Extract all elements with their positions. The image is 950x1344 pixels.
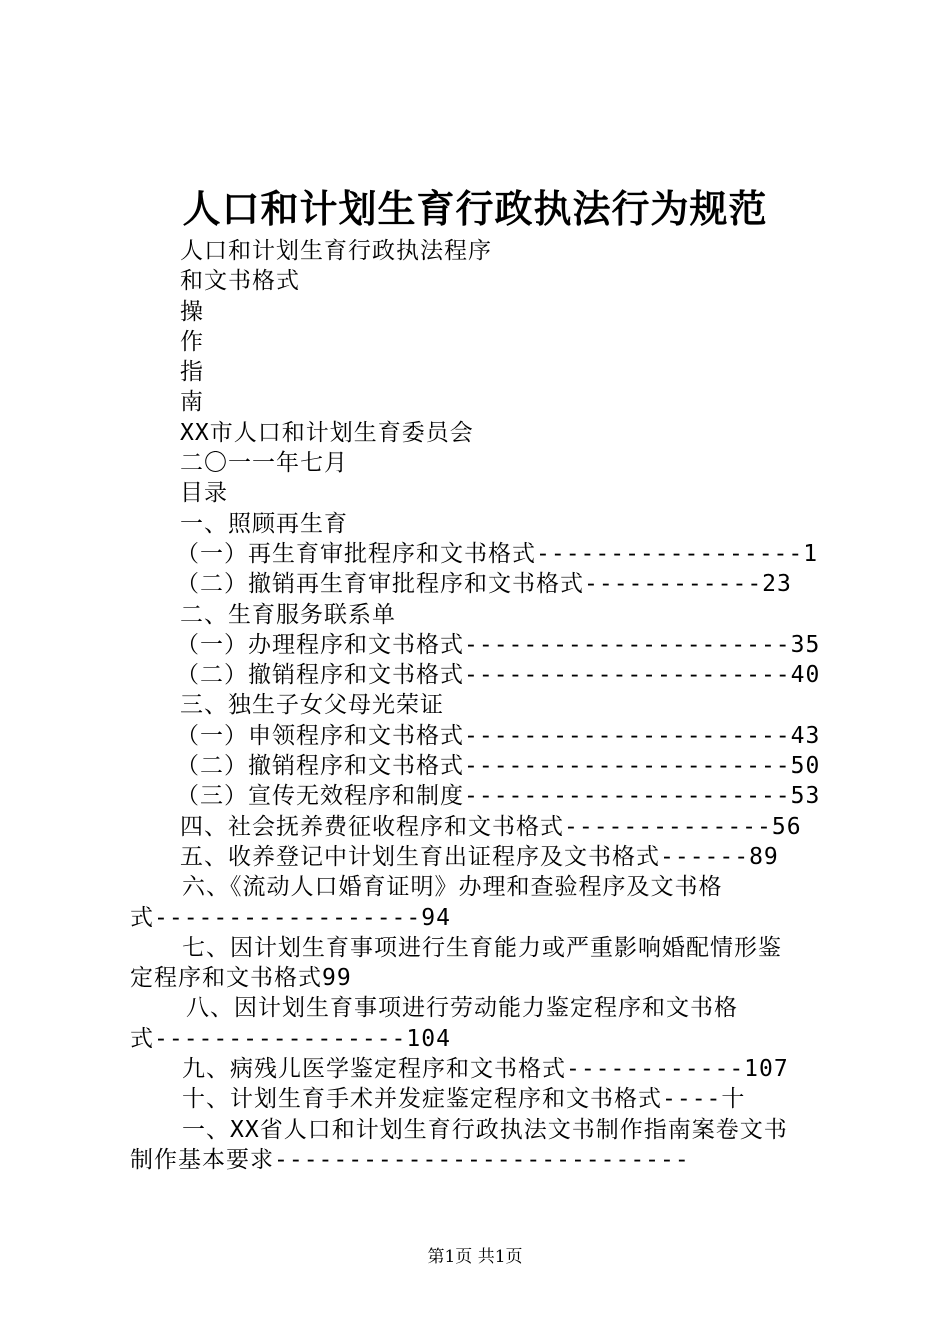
document-title: 人口和计划生育行政执法行为规范 — [182, 186, 768, 231]
cover-line: 人口和计划生育行政执法程序 — [180, 238, 492, 264]
cover-char: 指 — [180, 359, 204, 386]
toc-section: 七、因计划生育事项进行生育能力或严重影响婚配情形鉴 — [182, 934, 782, 961]
toc-section-cont: 式-----------------104 — [130, 1025, 451, 1052]
toc-section: 四、社会抚养费征收程序和文书格式--------------56 — [180, 813, 802, 840]
toc-section: 二、生育服务联系单 — [180, 601, 396, 628]
document-body — [130, 236, 830, 1175]
toc-entry: （二）撤销程序和文书格式----------------------40 — [176, 662, 821, 689]
toc-section: 五、收养登记中计划生育出证程序及文书格式------89 — [180, 843, 779, 870]
page-footer: 第1页 共1页 — [427, 1247, 523, 1267]
toc-entry: （一）办理程序和文书格式----------------------35 — [176, 631, 821, 658]
toc-heading: 目录 — [180, 480, 228, 507]
cover-char: 南 — [180, 389, 204, 416]
toc-entry: （二）撤销程序和文书格式----------------------50 — [176, 753, 821, 780]
toc-section: 十、计划生育手术并发症鉴定程序和文书格式----十 — [182, 1086, 746, 1113]
toc-section: 一、照顾再生育 — [180, 510, 348, 537]
toc-section: 一、XX省人口和计划生育行政执法文书制作指南案卷文书 — [182, 1116, 788, 1143]
cover-date: 二〇一一年七月 — [180, 450, 348, 477]
toc-section: 三、独生子女父母光荣证 — [180, 692, 444, 719]
toc-section: 八、因计划生育事项进行劳动能力鉴定程序和文书格 — [186, 995, 738, 1022]
toc-entry: （二）撤销再生育审批程序和文书格式------------23 — [176, 571, 792, 598]
cover-org: XX市人口和计划生育委员会 — [180, 419, 474, 446]
toc-entry: （一）再生育审批程序和文书格式------------------1 — [176, 540, 819, 567]
toc-section: 六、《流动人口婚育证明》办理和查验程序及文书格 — [182, 874, 723, 901]
toc-section: 九、病残儿医学鉴定程序和文书格式------------107 — [182, 1056, 789, 1083]
toc-entry: （一）申领程序和文书格式----------------------43 — [176, 722, 821, 749]
toc-section-cont: 式------------------94 — [130, 904, 451, 931]
toc-section-cont: 定程序和文书格式99 — [130, 965, 352, 992]
toc-section-cont: 制作基本要求---------------------------- — [130, 1146, 690, 1173]
cover-line: 和文书格式 — [180, 268, 300, 295]
toc-entry: （三）宣传无效程序和制度----------------------53 — [176, 783, 821, 810]
cover-char: 作 — [180, 328, 204, 355]
cover-char: 操 — [180, 298, 204, 325]
